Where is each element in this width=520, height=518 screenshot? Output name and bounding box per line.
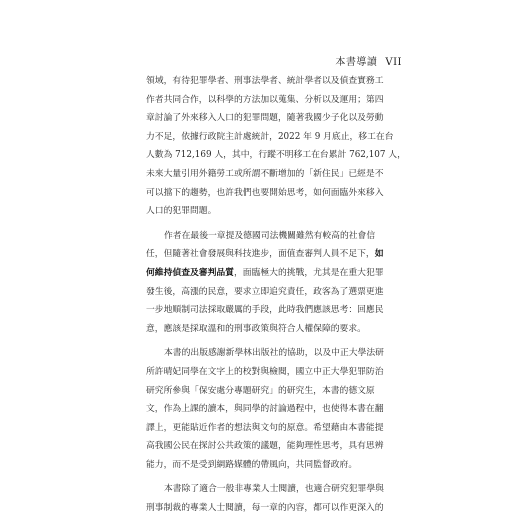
text-line: 高我國公民在探討公共政策的議題，能夠理性思考，具有思辨 bbox=[146, 441, 384, 452]
text-line: 人數為 712,169 人，其中，行蹤不明移工在台累計 762,107 人， bbox=[146, 150, 406, 161]
text-line: 譯上，更能貼近作者的想法與文句的原意。希望藉由本書能提 bbox=[146, 422, 384, 433]
paragraph-3 bbox=[146, 344, 392, 474]
paragraph-4 bbox=[146, 480, 392, 517]
text-line: 未來大量引用外籍勞工或所謂不斷增加的「新住民」已經是不 bbox=[146, 168, 384, 179]
text-line: 意，應該是採取溫和的刑事政策與符合人權保障的要求。 bbox=[146, 323, 366, 334]
section-title: 本書導讀 bbox=[335, 57, 378, 68]
text-line: 可以擋下的趨勢，也許我們也要開始思考，如何面臨外來移入 bbox=[146, 187, 384, 198]
text-line: 作者在最後一章提及德國司法機關雖然有較高的社會信 bbox=[164, 230, 376, 241]
text-line: 作者共同合作，以科學的方法加以蒐集、分析以及運用；第四 bbox=[146, 94, 384, 105]
text-line: 文，作為上課的讀本，與同學的討論過程中，也使得本書在翻 bbox=[146, 404, 384, 415]
emphasis-text: 如 bbox=[374, 249, 384, 260]
paragraph-2 bbox=[146, 227, 392, 339]
text-line: 力不足，依據行政院主計處統計，2022 年 9 月底止，移工在台 bbox=[146, 131, 394, 142]
text-line: 本書的出版感謝新學林出版社的協助，以及中正大學法研 bbox=[164, 348, 384, 359]
body-text bbox=[146, 72, 406, 518]
text-line bbox=[146, 264, 392, 283]
emphasis-text: 何維持偵查及審判品質 bbox=[146, 267, 234, 278]
text-line: 一步地順制司法採取嚴厲的手段，此時我們應該思考：回應民 bbox=[146, 305, 384, 316]
text-line: 章討論了外來移入人口的犯罪問題，隨著我國少子化以及勞動 bbox=[146, 113, 384, 124]
text-line: 研究所參與「保安處分專題研究」的研究生，本書的德文原 bbox=[146, 385, 375, 396]
text-segment: ，面臨極大的挑戰，尤其是在重大犯罪 bbox=[233, 267, 384, 278]
text-line: 刑事制裁的專業人士閱讀，每一章的內容，都可以作更深入的 bbox=[146, 503, 384, 514]
text-segment: 任，但隨著社會發展與科技進步，面值查審判人員不足下， bbox=[146, 249, 375, 260]
running-header bbox=[335, 53, 402, 68]
text-line: 本書除了適合一般非專業人士閱讀，也適合研究犯罪學與 bbox=[164, 484, 384, 495]
text-line: 領域，有待犯罪學者、刑事法學者、統計學者以及偵查實務工 bbox=[146, 76, 384, 86]
text-line: 能力，而不是受到網路媒體的帶風向，共同監督政府。 bbox=[146, 459, 358, 470]
text-line: 所許晴妃同學在文字上的校對與檢閱，國立中正大學犯罪防治 bbox=[146, 366, 384, 377]
text-line bbox=[146, 245, 392, 264]
text-line: 發生後，高漲的民意，要求立即追究責任，政客為了選票更進 bbox=[146, 286, 384, 297]
paragraph-1 bbox=[146, 72, 406, 221]
text-line: 人口的犯罪問題。 bbox=[146, 206, 217, 217]
page-number: VII bbox=[385, 57, 402, 68]
